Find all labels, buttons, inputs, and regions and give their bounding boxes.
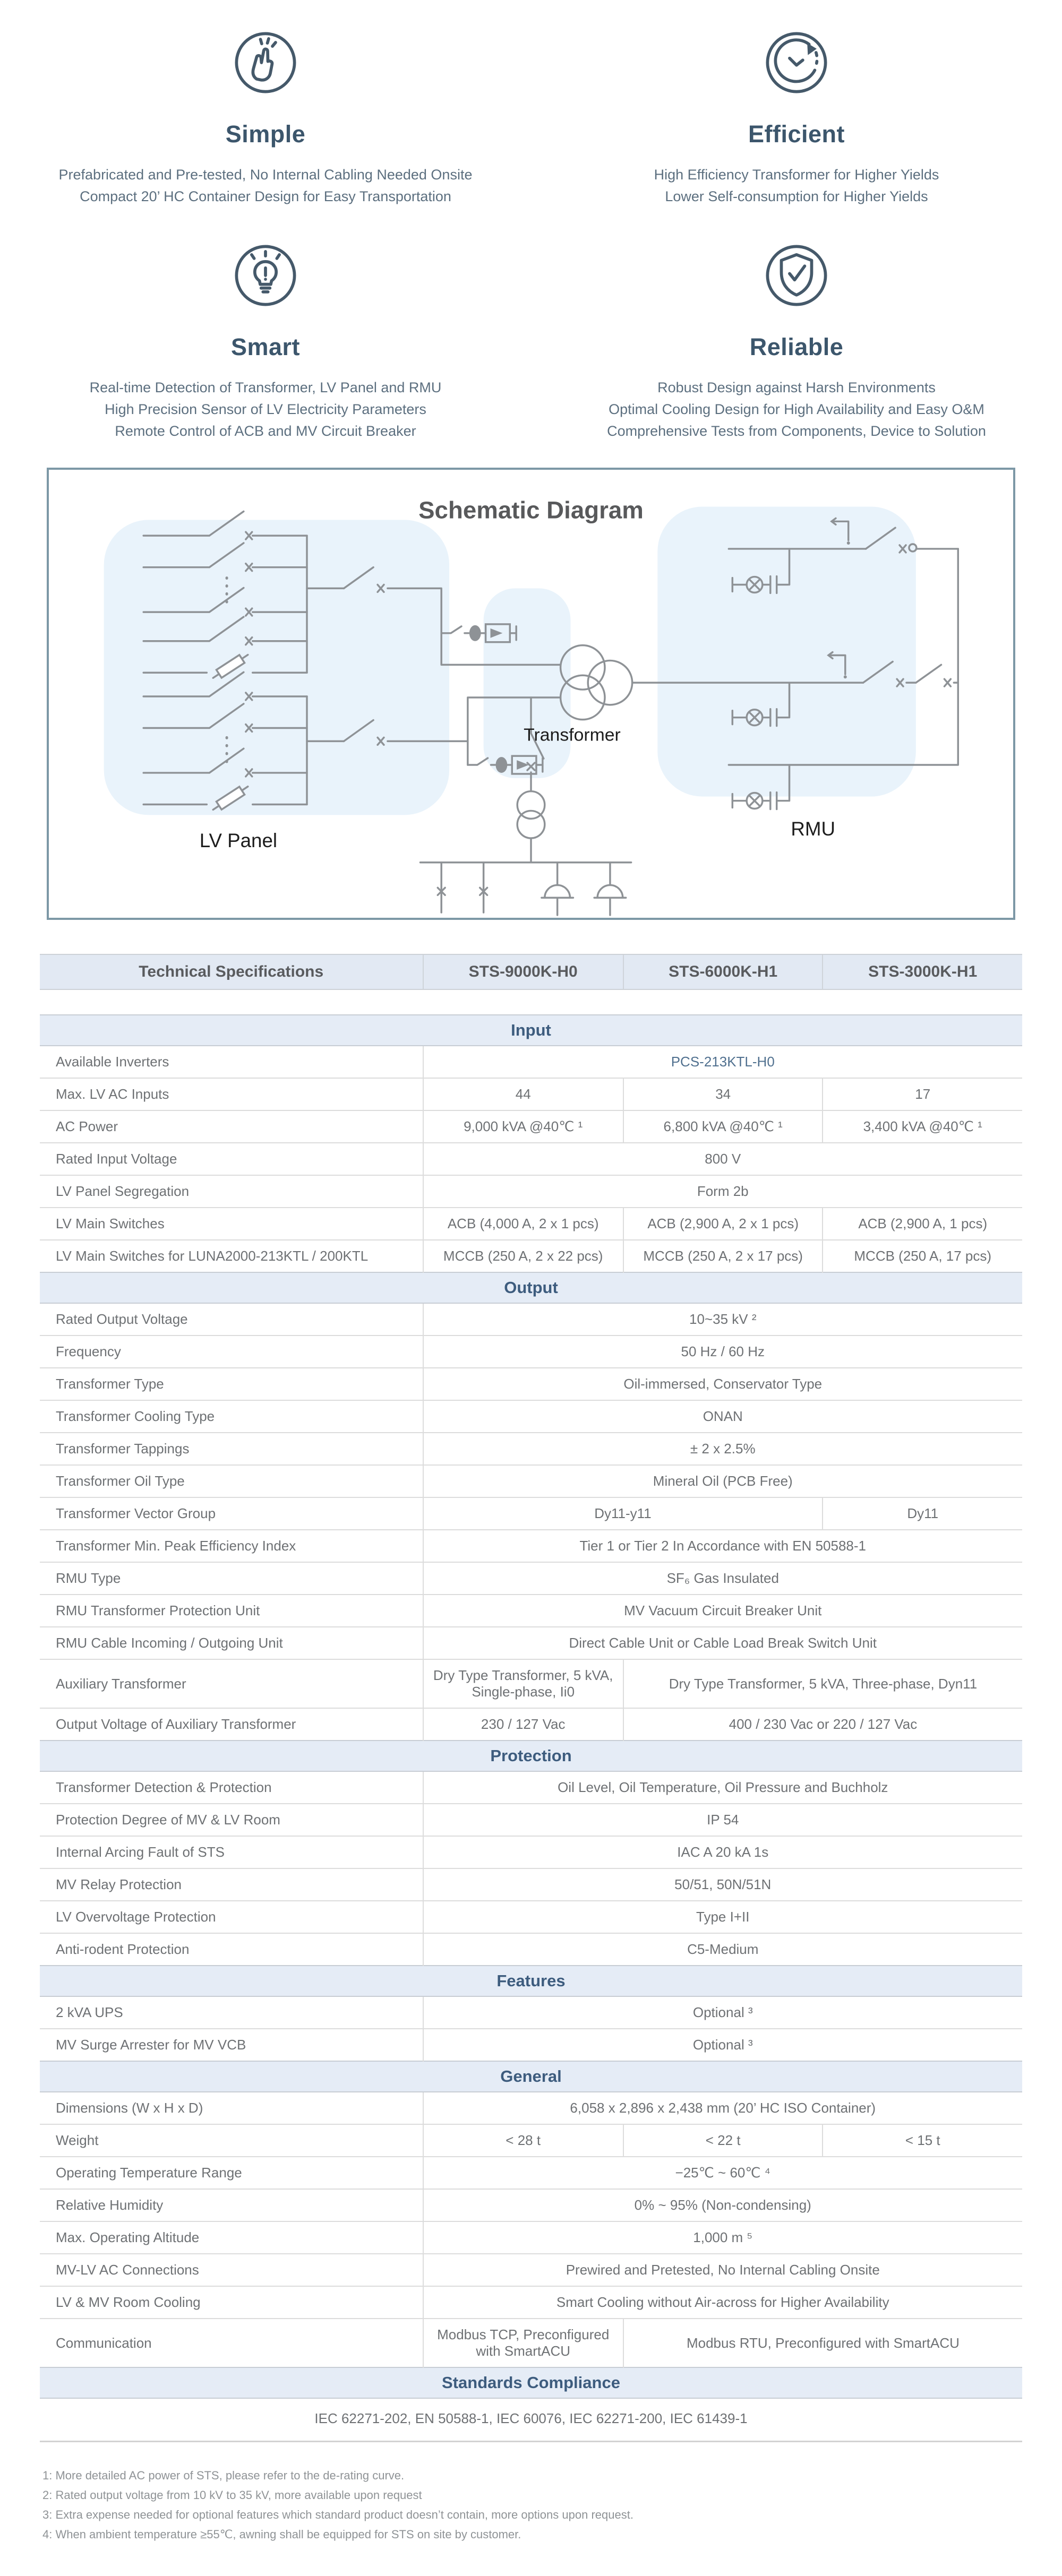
spec-row xyxy=(40,1996,1022,2029)
spec-value-cell: Oil Level, Oil Temperature, Oil Pressure and Buchholz xyxy=(423,1771,1023,1804)
spec-label-cell: LV & MV Room Cooling xyxy=(40,2286,423,2319)
spec-label-cell: LV Panel Segregation xyxy=(40,1175,423,1208)
feature-line: Lower Self-consumption for Higher Yields xyxy=(665,188,928,204)
feature-title: Reliable xyxy=(749,333,844,360)
spec-label-cell: Frequency xyxy=(40,1336,423,1368)
spec-value-cell: Mineral Oil (PCB Free) xyxy=(423,1465,1023,1497)
spec-section-title: Standards Compliance xyxy=(40,2367,1022,2398)
spec-row xyxy=(40,1368,1022,1400)
spec-row xyxy=(40,1659,1022,1708)
spec-value-cell: < 28 t xyxy=(423,2124,623,2157)
spec-value-cell: 1,000 m ⁵ xyxy=(423,2221,1023,2254)
spec-value-cell: ACB (4,000 A, 2 x 1 pcs) xyxy=(423,1208,623,1240)
spec-row xyxy=(40,2092,1022,2124)
spec-row xyxy=(40,2189,1022,2221)
snap-fingers-icon xyxy=(225,22,306,103)
rmu-label: RMU xyxy=(791,818,836,840)
spec-label-cell: Anti-rodent Protection xyxy=(40,1933,423,1966)
spec-value-cell: Dry Type Transformer, 5 kVA, Three-phase, Dyn11 xyxy=(623,1659,1022,1708)
spec-row xyxy=(40,2286,1022,2319)
spec-row xyxy=(40,2398,1022,2442)
spec-row xyxy=(40,1708,1022,1741)
spec-row xyxy=(40,1530,1022,1562)
spec-section-title: Protection xyxy=(40,1741,1022,1771)
feature-card-simple xyxy=(0,22,531,208)
spec-label-cell: LV Overvoltage Protection xyxy=(40,1901,423,1933)
spec-label-cell: RMU Transformer Protection Unit xyxy=(40,1595,423,1627)
rmu-region xyxy=(657,507,916,797)
feature-card-efficient xyxy=(531,22,1062,208)
spec-value-cell: 3,400 kVA @40℃ ¹ xyxy=(823,1110,1022,1143)
features-section xyxy=(0,0,1062,457)
spec-section-title: Input xyxy=(40,1015,1022,1046)
spec-row xyxy=(40,1868,1022,1901)
spec-section-title: General xyxy=(40,2061,1022,2092)
spec-value-cell: Prewired and Pretested, No Internal Cabling Onsite xyxy=(423,2254,1023,2286)
spec-value-cell: MV Vacuum Circuit Breaker Unit xyxy=(423,1595,1023,1627)
feature-line: Real-time Detection of Transformer, LV Panel and RMU xyxy=(89,380,442,395)
feature-title: Smart xyxy=(230,333,301,360)
feature-lines xyxy=(0,377,531,442)
spec-label-cell: LV Main Switches xyxy=(40,1208,423,1240)
spec-value-cell: Oil-immersed, Conservator Type xyxy=(423,1368,1023,1400)
spec-value-cell: MCCB (250 A, 17 pcs) xyxy=(823,1240,1022,1272)
feature-card-reliable xyxy=(531,235,1062,442)
feature-card-smart xyxy=(0,235,531,442)
footnote: 2: Rated output voltage from 10 kV to 35 kV, more available upon request xyxy=(42,2488,422,2502)
spec-row xyxy=(40,1771,1022,1804)
spec-value-cell: 50/51, 50N/51N xyxy=(423,1868,1023,1901)
spec-row xyxy=(40,1303,1022,1336)
spec-value-cell: ACB (2,900 A, 1 pcs) xyxy=(823,1208,1022,1240)
spec-value-cell: ± 2 x 2.5% xyxy=(423,1433,1023,1465)
spec-row xyxy=(40,1562,1022,1595)
spec-row xyxy=(40,2029,1022,2061)
feature-lines xyxy=(531,377,1062,442)
spec-label-cell: MV Relay Protection xyxy=(40,1868,423,1901)
spec-value-cell: C5-Medium xyxy=(423,1933,1023,1966)
spec-row xyxy=(40,1836,1022,1868)
spec-label-cell: Operating Temperature Range xyxy=(40,2157,423,2189)
spec-row xyxy=(40,1804,1022,1836)
spec-label-cell: MV Surge Arrester for MV VCB xyxy=(40,2029,423,2061)
feature-lines xyxy=(0,164,531,208)
footnote: 4: When ambient temperature ≥55℃, awning shall be equipped for STS on site by customer. xyxy=(42,2528,521,2541)
spec-row xyxy=(40,1595,1022,1627)
header-gap xyxy=(40,990,1022,1014)
feature-line: High Precision Sensor of LV Electricity Parameters xyxy=(105,401,426,417)
spec-row xyxy=(40,1046,1022,1078)
spec-label-cell: Transformer Cooling Type xyxy=(40,1400,423,1433)
spec-value-cell: −25℃ ~ 60℃ ⁴ xyxy=(423,2157,1023,2189)
spec-value-cell: Optional ³ xyxy=(423,2029,1023,2061)
spec-label-cell: Relative Humidity xyxy=(40,2189,423,2221)
spec-section-row xyxy=(40,2367,1022,2398)
spec-label-cell: LV Main Switches for LUNA2000-213KTL / 200KTL xyxy=(40,1240,423,1272)
spec-label-cell: Weight xyxy=(40,2124,423,2157)
spec-value-cell: IAC A 20 kA 1s xyxy=(423,1836,1023,1868)
spec-value-cell: 0% ~ 95% (Non-condensing) xyxy=(423,2189,1023,2221)
spec-label-cell: Available Inverters xyxy=(40,1046,423,1078)
spec-value-cell: 34 xyxy=(623,1078,823,1110)
spec-row xyxy=(40,2157,1022,2189)
spec-row xyxy=(40,2254,1022,2286)
transformer-region xyxy=(484,588,571,778)
spec-label-cell: Auxiliary Transformer xyxy=(40,1659,423,1708)
spec-section-title: Features xyxy=(40,1966,1022,1996)
lv-panel-region xyxy=(104,520,449,815)
spec-label-cell: Internal Arcing Fault of STS xyxy=(40,1836,423,1868)
efficiency-clock-icon xyxy=(756,22,837,103)
spec-label-cell: Communication xyxy=(40,2319,423,2367)
feature-line: Robust Design against Harsh Environments xyxy=(657,380,936,395)
spec-value-cell: 400 / 230 Vac or 220 / 127 Vac xyxy=(623,1708,1022,1741)
spec-row xyxy=(40,1627,1022,1659)
spec-label-cell: Transformer Vector Group xyxy=(40,1497,423,1530)
feature-line: Compact 20’ HC Container Design for Easy Transportation xyxy=(80,188,451,204)
spec-label-cell: Rated Output Voltage xyxy=(40,1303,423,1336)
spec-value-cell: Tier 1 or Tier 2 In Accordance with EN 50588-1 xyxy=(423,1530,1023,1562)
spec-label-cell: 2 kVA UPS xyxy=(40,1996,423,2029)
spec-value-cell: Direct Cable Unit or Cable Load Break Switch Unit xyxy=(423,1627,1023,1659)
spec-value-cell: 6,800 kVA @40℃ ¹ xyxy=(623,1110,823,1143)
spec-value-cell: Type I+II xyxy=(423,1901,1023,1933)
spec-label-cell: Dimensions (W x H x D) xyxy=(40,2092,423,2124)
spec-value-cell: Modbus RTU, Preconfigured with SmartACU xyxy=(623,2319,1022,2367)
spec-label-cell: RMU Cable Incoming / Outgoing Unit xyxy=(40,1627,423,1659)
schematic-title: Schematic Diagram xyxy=(418,496,644,524)
spec-table xyxy=(40,1014,1022,2442)
spec-section-row xyxy=(40,1741,1022,1771)
feature-title: Simple xyxy=(225,120,306,148)
spec-label-cell: Max. Operating Altitude xyxy=(40,2221,423,2254)
spec-header-row xyxy=(40,954,1022,989)
spec-value-cell: ACB (2,900 A, 2 x 1 pcs) xyxy=(623,1208,823,1240)
spec-value-cell: < 22 t xyxy=(623,2124,823,2157)
spec-header-model-2: STS-6000K-H1 xyxy=(623,954,823,989)
spec-label-cell: Rated Input Voltage xyxy=(40,1143,423,1175)
spec-section-row xyxy=(40,1966,1022,1996)
spec-value-cell: 800 V xyxy=(423,1143,1023,1175)
spec-value-cell: 230 / 127 Vac xyxy=(423,1708,623,1741)
spec-row xyxy=(40,1901,1022,1933)
spec-row xyxy=(40,2221,1022,2254)
spec-label-cell: Transformer Tappings xyxy=(40,1433,423,1465)
spec-row xyxy=(40,1465,1022,1497)
spec-value-cell: SF₆ Gas Insulated xyxy=(423,1562,1023,1595)
spec-value-cell: 50 Hz / 60 Hz xyxy=(423,1336,1023,1368)
footnote: 3: Extra expense needed for optional features which standard product doesn’t contain, more options upon request. xyxy=(42,2508,633,2521)
spec-label-cell: Output Voltage of Auxiliary Transformer xyxy=(40,1708,423,1741)
spec-label-cell: AC Power xyxy=(40,1110,423,1143)
spec-value-cell: IP 54 xyxy=(423,1804,1023,1836)
spec-row xyxy=(40,1208,1022,1240)
spec-section-row xyxy=(40,1015,1022,1046)
spec-row xyxy=(40,1933,1022,1966)
spec-row xyxy=(40,2319,1022,2367)
spec-header-model-1: STS-9000K-H0 xyxy=(423,954,623,989)
spec-row xyxy=(40,1336,1022,1368)
reliable-shield-icon xyxy=(756,235,837,316)
spec-value-cell: ONAN xyxy=(423,1400,1023,1433)
spec-header-title: Technical Specifications xyxy=(40,954,423,989)
spec-value-cell: Dry Type Transformer, 5 kVA, Single-phase, Ii0 xyxy=(423,1659,623,1708)
spec-value-cell: 44 xyxy=(423,1078,623,1110)
spec-section-row xyxy=(40,2061,1022,2092)
spec-table-header xyxy=(40,954,1022,990)
spec-row xyxy=(40,1433,1022,1465)
spec-value-cell: PCS-213KTL-H0 xyxy=(423,1046,1023,1078)
spec-label-cell: Protection Degree of MV & LV Room xyxy=(40,1804,423,1836)
spec-label-cell: Transformer Type xyxy=(40,1368,423,1400)
smart-bulb-icon xyxy=(225,235,306,316)
spec-value-cell: Modbus TCP, Preconfigured with SmartACU xyxy=(423,2319,623,2367)
spec-row xyxy=(40,2124,1022,2157)
spec-section-row xyxy=(40,1272,1022,1303)
spec-row xyxy=(40,1400,1022,1433)
spec-row xyxy=(40,1497,1022,1530)
feature-line: High Efficiency Transformer for Higher Yields xyxy=(654,167,939,183)
spec-label-cell: Transformer Oil Type xyxy=(40,1465,423,1497)
spec-value-cell: Optional ³ xyxy=(423,1996,1023,2029)
spec-row xyxy=(40,1078,1022,1110)
spec-table-section xyxy=(40,954,1022,2442)
schematic-diagram xyxy=(49,470,1013,918)
spec-row xyxy=(40,1110,1022,1143)
spec-value-cell: IEC 62271-202, EN 50588-1, IEC 60076, IEC 62271-200, IEC 61439-1 xyxy=(40,2398,1022,2442)
spec-label-cell: MV-LV AC Connections xyxy=(40,2254,423,2286)
spec-row xyxy=(40,1175,1022,1208)
feature-line: Comprehensive Tests from Components, Device to Solution xyxy=(607,423,986,439)
spec-label-cell: Transformer Detection & Protection xyxy=(40,1771,423,1804)
spec-value-cell: 6,058 x 2,896 x 2,438 mm (20’ HC ISO Container) xyxy=(423,2092,1023,2124)
lv-panel-label: LV Panel xyxy=(199,829,278,851)
spec-label-cell: Transformer Min. Peak Efficiency Index xyxy=(40,1530,423,1562)
feature-line: Prefabricated and Pre-tested, No Internal Cabling Needed Onsite xyxy=(58,167,473,183)
spec-value-cell: Dy11-y11 xyxy=(423,1497,823,1530)
spec-section-title: Output xyxy=(40,1272,1022,1303)
spec-label-cell: RMU Type xyxy=(40,1562,423,1595)
spec-value-cell: MCCB (250 A, 2 x 22 pcs) xyxy=(423,1240,623,1272)
footnotes xyxy=(42,2466,1062,2544)
feature-line: Remote Control of ACB and MV Circuit Breaker xyxy=(115,423,416,439)
spec-value-cell: 10~35 kV ² xyxy=(423,1303,1023,1336)
spec-value-cell: MCCB (250 A, 2 x 17 pcs) xyxy=(623,1240,823,1272)
footnote: 1: More detailed AC power of STS, please refer to the de-rating curve. xyxy=(42,2469,405,2482)
spec-value-cell: Dy11 xyxy=(823,1497,1022,1530)
spec-row xyxy=(40,1240,1022,1272)
feature-line: Optimal Cooling Design for High Availability and Easy O&M xyxy=(609,401,984,417)
spec-header-model-3: STS-3000K-H1 xyxy=(823,954,1022,989)
transformer-label: Transformer xyxy=(524,725,621,745)
spec-label-cell: Max. LV AC Inputs xyxy=(40,1078,423,1110)
spec-value-cell: Form 2b xyxy=(423,1175,1023,1208)
spec-value-cell: 17 xyxy=(823,1078,1022,1110)
spec-value-cell: 9,000 kVA @40℃ ¹ xyxy=(423,1110,623,1143)
feature-lines xyxy=(531,164,1062,208)
spec-row xyxy=(40,1143,1022,1175)
spec-value-cell: Smart Cooling without Air-across for Higher Availability xyxy=(423,2286,1023,2319)
spec-value-cell: < 15 t xyxy=(823,2124,1022,2157)
schematic-panel xyxy=(47,468,1015,920)
feature-title: Efficient xyxy=(748,120,845,148)
